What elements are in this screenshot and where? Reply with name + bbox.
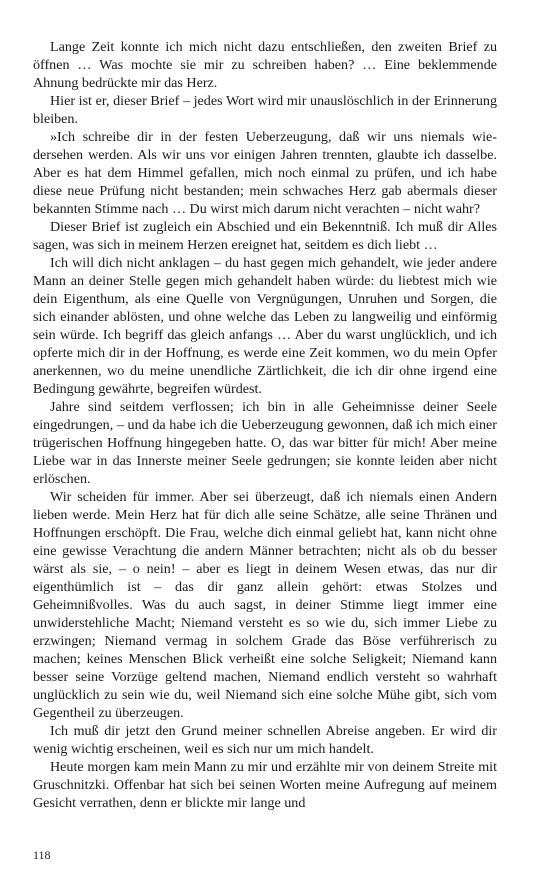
paragraph: Hier ist er, dieser Brief – jedes Wort wird mir unauslöschlich in der Erinnerung bleiben.: [33, 93, 497, 127]
page-number: 118: [33, 848, 51, 862]
paragraph: »Ich schreibe dir in der festen Ueberzeugung, daß wir uns niemals wiedersehen werden. Als wir uns vor einigen Jahren trennten, glaubte ich dasselbe. Aber es hat dem Himmel gefallen, mich noch einmal zu prüfen, und ich habe diese neue Prüfung nicht bestanden; mein schwaches Herz gab abermals dieser bekannten Stimme nach … Du wirst mich darum nicht verachten – nicht wahr?: [33, 129, 497, 217]
paragraph: Wir scheiden für immer. Aber sei überzeugt, daß ich niemals einen Andern lieben werde. Mein Herz hat für dich alle seine Schätze, alle seine Thränen und Hoffnungen erschöpft. Die Frau, welche dich einmal geliebt hat, kann nicht ohne eine gewisse Verachtung die andern Männer betrachten; nicht als ob du besser wärst als sie, – o nein! – aber es liegt in deinem Wesen etwas, das nur dir eigenthümlich ist – das dir ganz allein gehört: etwas Stolzes und Geheimnißvolles. Was du auch sagst, in deiner Stimme liegt immer eine unwiderstehliche Macht; Niemand versteht es so wie du, sich immer Liebe zu erzwingen; Niemand vermag in solchem Grade das Böse verführerisch zu machen; keines Menschen Blick verheißt eine solche Seligkeit; Niemand kann besser seine Vorzüge geltend machen, Niemand endlich versteht so wahrhaft unglücklich zu sein wie du, weil Niemand sich eine solche Mühe gibt, sich vom Gegentheil zu überzeugen.: [33, 489, 497, 721]
paragraph: Heute morgen kam mein Mann zu mir und erzählte mir von deinem Streite mit Gruschnitzki. Offenbar hat sich bei seinen Worten meine Aufregung auf meinem Gesicht verrathen, denn er blickte mir lange und: [33, 759, 497, 811]
paragraph: Jahre sind seitdem verflossen; ich bin in alle Geheimnisse deiner Seele eingedrungen, – und da habe ich die Ueberzeugung gewonnen, daß ich mich einer trügerischen Hoffnung hingegeben hatte. O, das war bitter für mich! Aber meine Liebe war in das Innerste meiner Seele gedrungen; sie konnte leiden aber nicht erlöschen.: [33, 399, 497, 487]
paragraph: Ich will dich nicht anklagen – du hast gegen mich gehandelt, wie jeder andere Mann an deiner Stelle gegen mich gehandelt haben würde: du liebtest mich wie dein Eigenthum, als eine Quelle von Vergnügungen, Unruhen und Sorgen, die sich einander ablösten, und ohne welche das Leben zu langweilig und einförmig sein würde. Ich begriff das gleich anfangs … Aber du warst unglücklich, und ich opferte mich dir in der Hoffnung, es werde eine Zeit kommen, wo du mein Opfer anerkennen, wo du meine unendliche Zärtlichkeit, die ich dir ohne irgend eine Bedingung gewährte, begreifen würdest.: [33, 255, 497, 397]
paragraph: Ich muß dir jetzt den Grund meiner schnellen Abreise angeben. Er wird dir wenig wichtig erscheinen, weil es sich nur um mich handelt.: [33, 723, 497, 757]
paragraph: Dieser Brief ist zugleich ein Abschied und ein Bekenntniß. Ich muß dir Alles sagen, was sich in meinem Herzen ereignet hat, seitdem es dich liebt …: [33, 219, 497, 253]
paragraph: Lange Zeit konnte ich mich nicht dazu entschließen, den zweiten Brief zu öffnen … Was mochte sie mir zu schreiben haben? … Eine beklemmende Ahnung bedrückte mir das Herz.: [33, 39, 497, 91]
book-page-text: [33, 38, 497, 812]
